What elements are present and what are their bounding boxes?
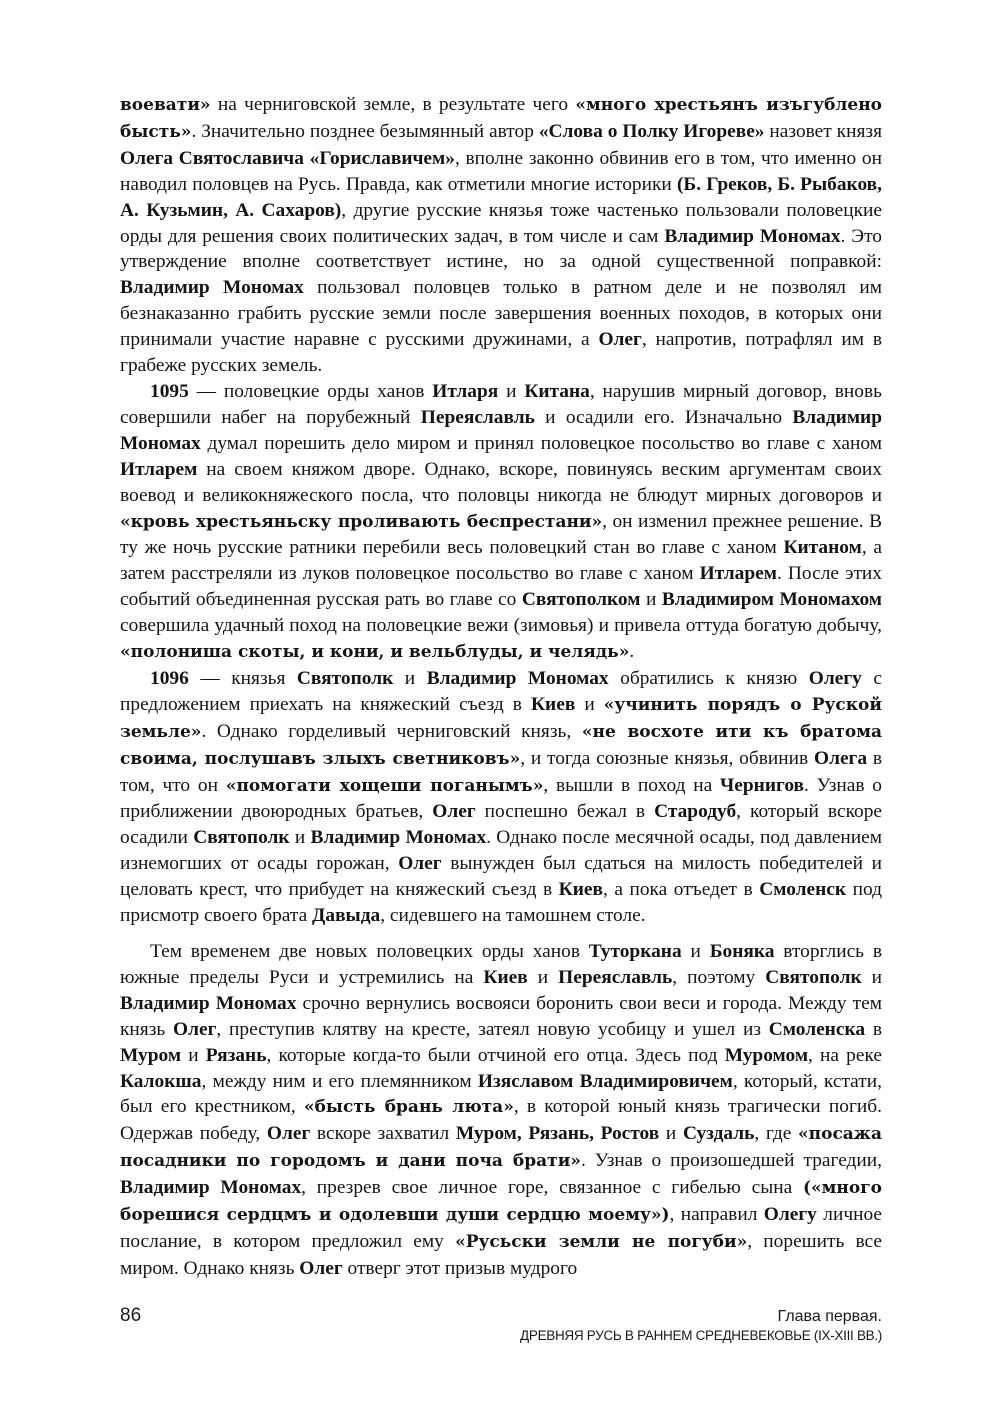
bold-term: Владимир Мономах [120, 992, 297, 1014]
text-run: с предложением приехать на княжеский съезд в [120, 667, 882, 715]
text-run: и [575, 693, 604, 715]
text-run: и [498, 380, 525, 402]
text-run: Тем временем две новых половецких орды ханов [150, 941, 589, 962]
bold-term: Смоленск [759, 879, 847, 901]
bold-term: 1096 [150, 667, 189, 689]
text-run: , преступив клятву на кресте, затеял новую усобицу и ушел из [216, 1018, 769, 1040]
old-russian-quote: «бысть брань люта» [303, 1097, 514, 1118]
text-run: , сидевшего на тамошнем столе. [380, 905, 646, 927]
bold-term: Суздаль [682, 1123, 755, 1145]
text-run: отверг этот призыв мудрого [342, 1257, 578, 1279]
bold-term: Святополк [765, 966, 862, 988]
text-run: думал порешить дело миром и принял половецкое посольство во главе с ханом [200, 432, 882, 454]
bold-term: Олег [299, 1257, 343, 1279]
bold-term: Китана [524, 380, 590, 402]
text-run: поспешно бежал в [475, 801, 655, 823]
bold-term: Олег [173, 1018, 217, 1040]
text-run: — половецкие орды ханов [188, 380, 433, 402]
old-russian-quote: «не восхоте ити къ братома своима, послушавъ злыхъ светниковъ» [120, 721, 882, 769]
bold-term: 1095 [150, 380, 189, 402]
bold-term: Олег [598, 329, 642, 351]
text-run: , вышли в поход на [543, 774, 721, 796]
text-run: назовет князя [764, 120, 882, 142]
bold-term: Боняка [709, 941, 775, 962]
paragraph-4 [120, 939, 882, 1282]
bold-term: Святополком [521, 589, 641, 611]
text-run: . [629, 641, 635, 663]
old-russian-quote: «учинить порядъ о Руской земьле» [120, 694, 882, 742]
old-russian-quote: «кровь хрестьяньску проливають беспрестани» [120, 511, 603, 532]
text-run: , где [754, 1123, 799, 1145]
bold-term: Калокша [120, 1070, 202, 1092]
text-run: личное послание, в котором предложил ему [120, 1204, 882, 1252]
bold-term: Муромом [724, 1044, 809, 1066]
text-run: вскоре захватил [310, 1123, 456, 1145]
text-run: , другие русские князья тоже частенько пользовали половецкие орды для решения своих политических задач, в том числе и сам [120, 199, 882, 247]
page-number: 86 [120, 1305, 142, 1326]
text-run: , поэтому [672, 966, 766, 988]
paragraph-1095 [120, 379, 882, 666]
text-run: в том, что он [120, 747, 883, 796]
text-run: совершила удачный поход на половецкие вежи (зимовья) и привела оттуда богатую добычу, [120, 615, 882, 637]
text-run: срочно вернулись восвояси боронить свои веси и города. Между тем князь [120, 992, 882, 1040]
text-run: и [527, 966, 559, 988]
bold-term: Итларем [120, 458, 198, 480]
text-run: . Это утверждение вполне соответствует истине, но за одной существенной поправкой: [120, 225, 882, 273]
bold-term: Изяславом Владимировичем [477, 1070, 733, 1092]
text-run: . Узнав о произошедшей трагедии, [580, 1150, 883, 1172]
bold-term: Владимир Мономах [426, 667, 609, 689]
bold-term: Владимиром Мономахом [661, 589, 883, 611]
bold-term: Чернигов [720, 774, 805, 796]
bold-term: Олега [813, 747, 868, 769]
bold-term: Олегу [808, 667, 862, 689]
bold-term: Олег [398, 853, 442, 875]
bold-term: Давыда [312, 905, 381, 927]
text-run: , который, кстати, был его крестником, [120, 1070, 882, 1118]
chapter-title: Глава первая. [777, 1308, 882, 1325]
text-run: . После этих событий объединенная русская рать во главе со [120, 563, 882, 611]
text-run: , напротив, потрафлял им в грабеже русских земель. [120, 329, 882, 377]
text-run: , презрев свое личное горе, связанное с гибелью сына [301, 1177, 803, 1199]
text-run: , и тогда союзные князья, обвинив [520, 747, 814, 769]
bold-term: Рязань [205, 1044, 267, 1066]
text-run: , нарушив мирный договор, вновь совершили набег на порубежный [120, 380, 882, 428]
text-run: , он изменил прежнее решение. В ту же ночь русские ратники перебили весь половецкий стан во главе с ханом [120, 510, 882, 559]
text-run: , а затем расстреляли из луков половецкое посольство во главе с ханом [120, 537, 882, 585]
text-run: , которые когда-то были отчиной его отца. Здесь под [266, 1044, 725, 1066]
text-run: и [861, 966, 883, 988]
old-russian-quote: «посажа посадники по городомъ и дани поча брати» [120, 1124, 882, 1172]
text-run: обратились к князю [608, 667, 809, 689]
bold-term: Туторкана [588, 941, 682, 962]
old-russian-quote: («много борешися сердцмъ и одолевши души сердцю моему») [120, 1178, 882, 1226]
bold-term: Олег [266, 1123, 311, 1145]
bold-term: Стародуб [654, 801, 737, 823]
bold-term: Олегу [763, 1204, 817, 1226]
page-body [120, 92, 882, 1282]
bold-term: (Б. Греков, Б. Рыбаков, А. Кузьмин, А. Сахаров) [120, 173, 882, 221]
text-run: и [289, 827, 311, 849]
text-run: . Однако горделивый черниговский князь, [201, 720, 582, 742]
text-run: , который вскоре осадили [120, 801, 882, 849]
text-run: и [659, 1123, 683, 1145]
old-russian-quote: воевати» [120, 95, 211, 115]
chapter-subtitle: ДРЕВНЯЯ РУСЬ В РАННЕМ СРЕДНЕВЕКОВЬЕ (IX-XIII ВВ.) [520, 1328, 882, 1343]
paragraph-1096 [120, 666, 882, 929]
text-run: и [640, 589, 662, 611]
text-run: и [181, 1044, 206, 1066]
text-run: . Узнав о приближении двоюродных братьев, [120, 774, 882, 823]
paragraph-1 [120, 92, 882, 379]
text-run: на черниговской земле, в результате чего [210, 94, 576, 115]
bold-term: Смоленска [768, 1018, 866, 1040]
bold-term: Владимир Мономах [120, 406, 882, 454]
old-russian-quote: «много хрестьянъ изъгублено бысть» [120, 95, 882, 142]
bold-term: Итларя [432, 380, 499, 402]
bold-term: Китаном [783, 537, 862, 559]
text-run: вынужден был сдаться на милость победителей и целовать крест, что прибудет на княжеский съезд в [120, 853, 882, 901]
text-run: , в которой юный князь трагически погиб. Одержав победу, [120, 1096, 882, 1145]
text-run: , вполне законно обвинив его в том, что именно он наводил половцев на Русь. Правда, как отметили многие историки [120, 147, 882, 195]
bold-term: Киев [531, 693, 576, 715]
bold-term: Святополк [193, 827, 290, 849]
bold-term: Итларем [699, 563, 777, 585]
text-run: — князья [188, 667, 297, 689]
bold-term: Переяславль [558, 966, 673, 988]
bold-term: Олега Святославича «Гориславичем» [120, 147, 455, 169]
text-run: и [681, 941, 710, 962]
text-run: пользовал половцев только в ратном деле и не позволял им безнаказанно грабить русские земли после завершения военных походов, в которых они принимали участие наравне с русскими дружинами, а [120, 277, 882, 351]
old-russian-quote: «помогати хощеши поганымъ» [225, 775, 544, 796]
text-run: , порешить все миром. Однако князь [120, 1230, 882, 1279]
bold-term: Владимир Мономах [120, 1177, 302, 1199]
text-run: , на реке [808, 1044, 882, 1066]
text-run: , а пока отъедет в [602, 879, 760, 901]
text-run: под присмотр своего брата [120, 879, 882, 927]
text-run: , между ним и его племянником [201, 1070, 478, 1092]
text-run: . Однако после месячной осады, под давлением изнемогших от осады горожан, [120, 827, 883, 875]
text-run: на своем княжом дворе. Однако, вскоре, повинуясь веским аргументам своих воевод и великокняжеского посла, что половцы никогда не блюдут мирных договоров и [120, 458, 882, 506]
bold-term: Святополк [296, 667, 394, 689]
old-russian-quote: «полониша скоты, и кони, и вельблуды, и челядь» [120, 642, 630, 663]
text-run: , направил [669, 1204, 764, 1226]
text-run: . Значительно позднее безымянный автор [191, 120, 539, 142]
bold-term: Муром, Рязань, Ростов [455, 1123, 660, 1145]
text-run: и осадили его. Изначально [534, 406, 793, 428]
bold-term: Владимир Мономах [664, 225, 841, 247]
text-run: в [865, 1018, 882, 1040]
old-russian-quote: «Русьски земли не погуби» [455, 1231, 748, 1252]
bold-term: Олег [432, 801, 476, 823]
bold-term: Владимир Мономах [120, 277, 304, 299]
bold-term: Владимир Мономах [310, 827, 487, 849]
bold-term: Киев [558, 879, 603, 901]
bold-term: Переяславль [420, 406, 535, 428]
bold-term: Муром [120, 1044, 182, 1066]
text-run: и [393, 667, 427, 689]
text-run: вторглись в южные пределы Руси и устремились на [120, 941, 883, 988]
running-footer [520, 1307, 882, 1345]
bold-term: «Слова о Полку Игореве» [538, 120, 765, 142]
bold-term: Киев [483, 966, 528, 988]
